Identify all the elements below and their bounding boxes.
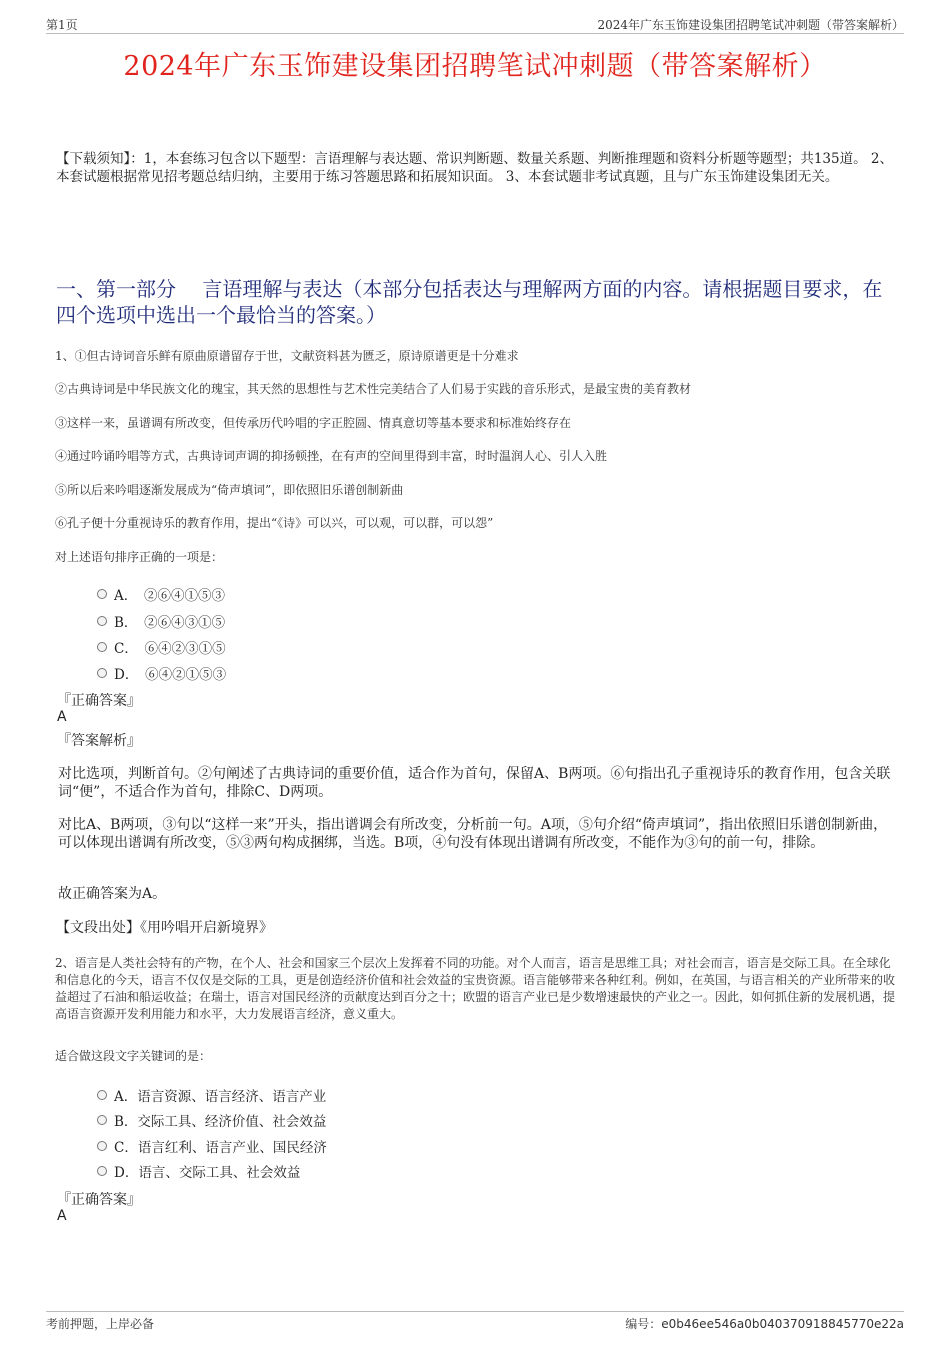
header-doc-title: 2024年广东玉饰建设集团招聘笔试冲刺题（带答案解析）: [597, 18, 904, 32]
footer-code-value: e0b46ee546a0b040370918845770e22a: [661, 1317, 904, 1331]
section-heading: 一、第一部分 言语理解与表达（本部分包括表达与理解两方面的内容。请根据题目要求，在四个选项中选出一个最恰当的答案。）: [56, 277, 883, 327]
q1-line-4: ④通过吟诵吟唱等方式，古典诗词声调的抑扬顿挫，在有声的空间里得到丰富，时时温润人心、引人入胜: [55, 449, 608, 463]
q1-line-6: ⑥孔子便十分重视诗乐的教育作用，提出“《诗》可以兴，可以观，可以群，可以怨”: [55, 516, 494, 530]
radio-icon[interactable]: [97, 642, 107, 652]
q1-answer-label: 『正确答案』: [57, 693, 141, 709]
q1-option-d-label: D． ⑥④②①⑤③: [114, 667, 227, 683]
q1-option-a-label: A． ②⑥④①⑤③: [114, 588, 225, 604]
footer-code-label: 编号：: [625, 1317, 662, 1331]
q1-analysis-para-2: 对比A、B两项，③句以“这样一来”开头，指出谱调会有所改变，分析前一句。A项，⑤句介绍“倚声填词”，指出依照旧乐谱创制新曲，可以体现出谱调有所改变，⑤③两句构成捆绑，当选。B项，④句没有体现出谱调有所改变，不能作为③句的前一句，排除。: [58, 817, 888, 851]
q1-line-5: ⑤所以后来吟唱逐渐发展成为“倚声填词”，即依照旧乐谱创制新曲: [55, 483, 404, 497]
q2-prompt: 适合做这段文字关键词的是：: [55, 1049, 212, 1063]
header-divider: [46, 33, 904, 34]
q2-option-b-label: B．交际工具、经济价值、社会效益: [114, 1114, 327, 1130]
q1-source: 【文段出处】《用吟唱开启新境界》: [56, 920, 273, 936]
download-notice: 【下载须知】：1，本套练习包含以下题型：言语理解与表达题、常识判断题、数量关系题、判断推理题和资料分析题等题型；共135道。 2、本套试题根据常见招考题总结归纳，主要用于练习答题思路和拓展知识面。 3、本套试题非考试真题，且与广东玉饰建设集团无关。: [56, 151, 893, 185]
q2-option-a-label: A．语言资源、语言经济、语言产业: [114, 1089, 327, 1105]
q2-option-d-label: D．语言、交际工具、社会效益: [114, 1165, 301, 1181]
radio-icon[interactable]: [97, 1090, 107, 1100]
radio-icon[interactable]: [97, 589, 107, 599]
footer-slogan: 考前押题，上岸必备: [46, 1317, 155, 1331]
document-title: 2024年广东玉饰建设集团招聘笔试冲刺题（带答案解析）: [123, 51, 827, 82]
q2-text: 2、语言是人类社会特有的产物，在个人、社会和国家三个层次上发挥着不同的功能。对个人而言，语言是思维工具；对社会而言，语言是交际工具。在全球化和信息化的今天，语言不仅仅是交际的工具，更是创造经济价值和社会效益的宝贵资源。语言能够带来各种红利。例如，在英国，与语言相关的产业所带来的收益超过了石油和船运收益；在瑞士，语言对国民经济的贡献度达到百分之十；欧盟的语言产业已是少数增速最快的产业之一。因此，如何抓住新的发展机遇，提高语言资源开发利用能力和水平，大力发展语言经济，意义重大。: [55, 956, 896, 1021]
q2-option-c-label: C．语言红利、语言产业、国民经济: [114, 1140, 327, 1156]
radio-icon[interactable]: [97, 1141, 107, 1151]
q1-option-c-label: C． ⑥④②③①⑤: [114, 641, 226, 657]
q1-option-b-label: B． ②⑥④③①⑤: [114, 615, 226, 631]
q1-line-3: ③这样一来，虽谱调有所改变，但传承历代吟唱的字正腔圆、情真意切等基本要求和标准始终存在: [55, 416, 572, 430]
page-header: [46, 14, 904, 34]
page-footer: [46, 1315, 904, 1333]
q1-line-1: 1、①但古诗词音乐鲜有原曲原谱留存于世，文献资料甚为匮乏，原诗原谱更是十分难求: [55, 349, 519, 363]
radio-icon[interactable]: [97, 616, 107, 626]
q1-analysis-para-1: 对比选项，判断首句。②句阐述了古典诗词的重要价值，适合作为首句，保留A、B两项。⑥句指出孔子重视诗乐的教育作用，包含关联词“便”，不适合作为首句，排除C、D两项。: [58, 766, 891, 800]
q2-answer-label: 『正确答案』: [57, 1192, 141, 1208]
q1-analysis-label: 『答案解析』: [57, 733, 141, 749]
radio-icon[interactable]: [97, 1166, 107, 1176]
q1-prompt: 对上述语句排序正确的一项是：: [55, 550, 224, 564]
q1-analysis-para-3: 故正确答案为A。: [58, 886, 167, 902]
q2-answer: A: [57, 1208, 67, 1224]
radio-icon[interactable]: [97, 668, 107, 678]
footer-code: [625, 1315, 904, 1332]
footer-divider: [46, 1311, 904, 1312]
q1-line-2: ②古典诗词是中华民族文化的瑰宝，其天然的思想性与艺术性完美结合了人们易于实践的音乐形式，是最宝贵的美育教材: [55, 382, 692, 396]
radio-icon[interactable]: [97, 1115, 107, 1125]
q1-answer: A: [57, 709, 67, 725]
page-number: 第1页: [46, 18, 78, 32]
